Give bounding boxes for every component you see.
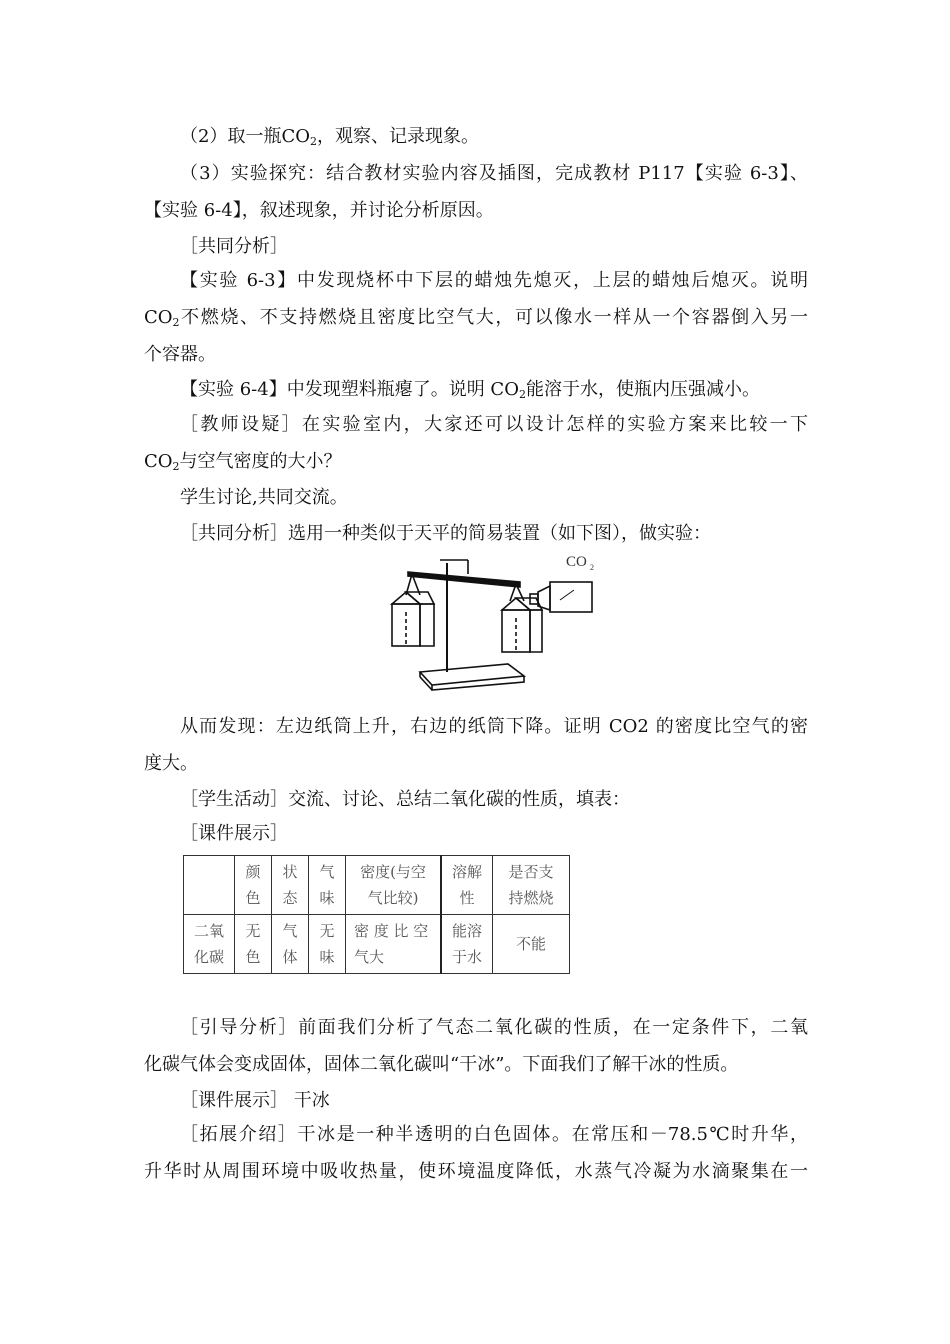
paragraph-teacher-question-line1: ［教师设疑］在实验室内，大家还可以设计怎样的实验方案来比较一下 <box>180 414 808 435</box>
section-label-courseware: ［课件展示］ <box>180 823 288 844</box>
paragraph-step-3-line1: （3）实验探究：结合教材实验内容及插图，完成教材 P117【实验 6-3】、 <box>180 163 808 184</box>
left-tube-side <box>420 604 434 646</box>
text: （2）取一瓶CO <box>180 126 310 147</box>
section-label-courseware-dry-ice: ［课件展示］ 干冰 <box>180 1090 330 1111</box>
bottle-neck <box>538 586 550 610</box>
text: 不燃烧、不支持燃烧且密度比空气大，可以像水一样从一个容器倒入另一 <box>179 307 808 328</box>
paragraph-exp63-line3: 个容器。 <box>144 344 216 365</box>
paragraph-step-2 <box>180 125 808 149</box>
table-header-row <box>184 856 570 915</box>
text: 与空气密度的大小？ <box>179 451 342 472</box>
text: CO <box>144 307 173 328</box>
paragraph-teacher-question-line2 <box>144 450 808 474</box>
paragraph-extension-line1: ［拓展介绍］干冰是一种半透明的白色固体。在常压和－78.5℃时升华， <box>180 1124 808 1145</box>
paragraph-finding-line1: 从而发现：左边纸筒上升，右边的纸筒下降。证明 CO2 的密度比空气的密 <box>180 716 808 737</box>
table-cell-state: 气 体 <box>272 915 309 974</box>
co2-properties-table <box>183 855 570 974</box>
bottle-highlight <box>560 590 574 600</box>
subscript: 2 <box>172 460 180 473</box>
text: CO <box>144 451 173 472</box>
text: ，观察、记录现象。 <box>316 126 479 147</box>
right-tube-top <box>502 598 530 610</box>
table-header-odor: 气 味 <box>309 856 346 915</box>
apparatus-drawing <box>392 560 592 690</box>
paragraph-guided-analysis-line2: 化碳气体会变成固体，固体二氧化碳叫“干冰”。下面我们了解干冰的性质。 <box>144 1054 739 1075</box>
table-cell-solubility: 能溶 于水 <box>441 915 493 974</box>
paragraph-finding-line2: 度大。 <box>144 753 198 774</box>
paragraph-student-activity: ［学生活动］交流、讨论、总结二氧化碳的性质，填表： <box>180 789 630 810</box>
co2-label: CO <box>566 554 587 570</box>
subscript: 2 <box>172 316 180 329</box>
paragraph-joint-analysis-apparatus: ［共同分析］选用一种类似于天平的简易装置（如下图），做实验： <box>180 523 711 544</box>
co2-label-subscript: 2 <box>590 563 594 572</box>
table-cell-color: 无 色 <box>235 915 272 974</box>
paragraph-exp63-line2 <box>144 306 808 330</box>
paragraph-step-3-line2: 【实验 6-4】，叙述现象，并讨论分析原因。 <box>144 200 494 221</box>
table-header-color: 颜 色 <box>235 856 272 915</box>
balance-beam <box>408 572 520 587</box>
text: 能溶于水，使瓶内压强减小。 <box>525 379 760 400</box>
paragraph-student-discussion: 学生讨论,共同交流。 <box>180 487 348 508</box>
table-header-solubility: 溶解 性 <box>441 856 493 915</box>
table-cell-odor: 无 味 <box>309 915 346 974</box>
right-tube-side <box>530 610 542 652</box>
paragraph-guided-analysis-line1: ［引导分析］前面我们分析了气态二氧化碳的性质，在一定条件下，二氧 <box>180 1017 808 1038</box>
balance-apparatus-figure <box>380 548 602 694</box>
paragraph-exp63-line1: 【实验 6-3】中发现烧杯中下层的蜡烛先熄灭，上层的蜡烛后熄灭。说明 <box>180 270 808 291</box>
table-header-combustion: 是否支 持燃烧 <box>493 856 570 915</box>
table-header-state: 状 态 <box>272 856 309 915</box>
table-cell-substance: 二氧 化碳 <box>184 915 235 974</box>
table-row <box>184 915 570 974</box>
stand-base <box>420 664 524 685</box>
table-cell-combustion: 不能 <box>493 915 570 974</box>
subscript: 2 <box>309 135 317 148</box>
subscript: 2 <box>518 388 526 401</box>
table-header-density: 密度(与空 气比较) <box>346 856 442 915</box>
bottle-body <box>550 582 592 612</box>
table-header-cell <box>184 856 235 915</box>
paragraph-extension-line2: 升华时从周围环境中吸收热量，使环境温度降低，水蒸气冷凝为水滴聚集在一 <box>144 1161 808 1182</box>
right-tube-front <box>502 610 530 652</box>
section-label-joint-analysis: ［共同分析］ <box>180 236 288 257</box>
paragraph-exp64 <box>180 378 808 402</box>
left-tube-front <box>392 604 420 646</box>
table-cell-density: 密 度 比 空 气大 <box>346 915 442 974</box>
text: 【实验 6-4】中发现塑料瓶瘪了。说明 CO <box>180 379 519 400</box>
